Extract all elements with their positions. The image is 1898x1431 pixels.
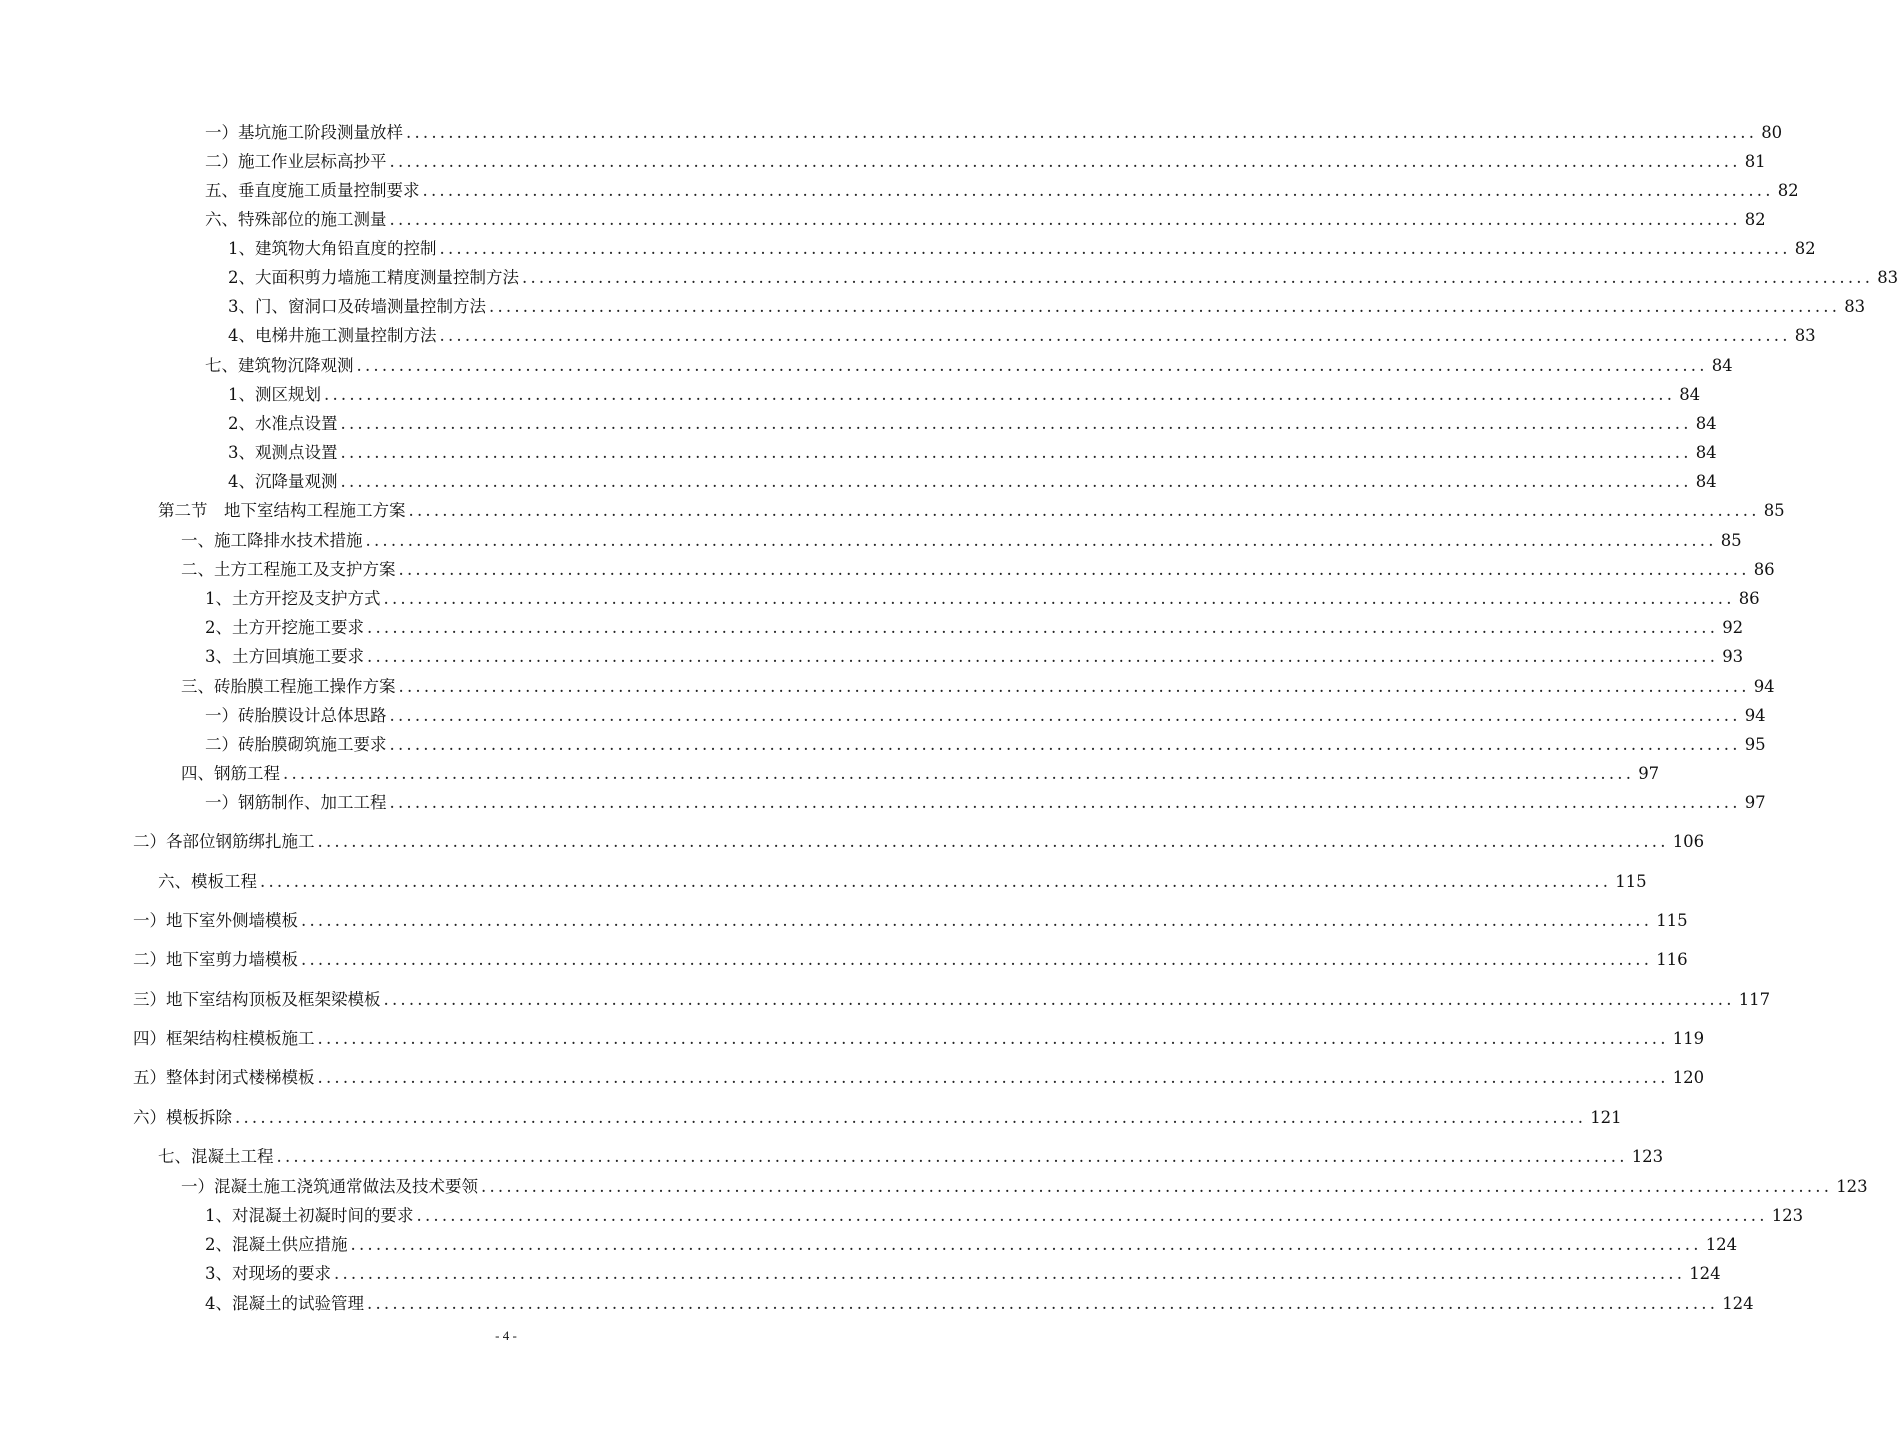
toc-entry-title: 2、水准点设置 [228,414,338,433]
dot-leader: ................................................................................................................................................................ [422,181,1774,200]
toc-entry[interactable] [158,1145,1664,1169]
toc-entry-title: 三、砖胎膜工程施工操作方案 [181,677,396,696]
toc-entry-page: 83 [1844,297,1866,316]
toc-entry-title: 七、混凝土工程 [158,1147,274,1166]
toc-entry[interactable] [228,412,1717,436]
toc-entry-title: 七、建筑物沉降观测 [205,356,354,375]
toc-entry[interactable] [205,587,1760,611]
toc-entry[interactable] [228,470,1717,494]
dot-leader: ................................................................................................................................................................ [389,152,1741,171]
dot-leader: ................................................................................................................................................................ [383,990,1735,1009]
toc-entry-page: 82 [1794,239,1816,258]
dot-leader: ................................................................................................................................................................ [350,1235,1702,1254]
dot-leader: ................................................................................................................................................................ [489,297,1841,316]
dot-leader: ................................................................................................................................................................ [340,472,1692,491]
toc-entry[interactable] [205,704,1766,728]
toc-entry[interactable] [205,179,1799,203]
dot-leader: ................................................................................................................................................................ [389,210,1741,229]
toc-entry-page: 84 [1695,443,1717,462]
toc-entry-title: 1、对混凝土初凝时间的要求 [205,1206,414,1225]
toc-entry-title: 二）各部位钢筋绑扎施工 [133,832,315,851]
dot-leader: ................................................................................................................................................................ [365,531,1717,550]
toc-entry-page: 85 [1720,531,1742,550]
toc-entry-title: 一）地下室外侧墙模板 [133,911,298,930]
dot-leader: ................................................................................................................................................................ [301,950,1653,969]
dot-leader: ................................................................................................................................................................ [408,501,1760,520]
toc-entry-page: 123 [1771,1206,1804,1225]
toc-entry[interactable] [205,150,1766,174]
toc-entry-title: 一）混凝土施工浇筑通常做法及技术要领 [181,1177,478,1196]
toc-entry[interactable] [133,948,1688,972]
dot-leader: ................................................................................................................................................................ [334,1264,1686,1283]
toc-entry-page: 83 [1794,326,1816,345]
toc-entry-title: 3、门、窗洞口及砖墙测量控制方法 [228,297,486,316]
dot-leader: ................................................................................................................................................................ [398,677,1750,696]
dot-leader: ................................................................................................................................................................ [276,1147,1628,1166]
toc-entry-page: 92 [1722,618,1744,637]
dot-leader: ................................................................................................................................................................ [324,385,1676,404]
toc-entry-page: 84 [1695,472,1717,491]
toc-entry[interactable] [133,830,1705,854]
toc-entry-page: 119 [1672,1029,1705,1048]
toc-entry[interactable] [205,1233,1738,1257]
toc-entry[interactable] [205,1204,1804,1228]
dot-leader: ................................................................................................................................................................ [317,832,1669,851]
toc-entry-title: 3、观测点设置 [228,443,338,462]
toc-entry-title: 一）钢筋制作、加工工程 [205,793,387,812]
toc-entry[interactable] [228,295,1866,319]
toc-entry-title: 4、沉降量观测 [228,472,338,491]
toc-entry-page: 121 [1590,1108,1622,1127]
dot-leader: ................................................................................................................................................................ [356,356,1708,375]
toc-entry-page: 115 [1656,911,1688,930]
toc-entry-title: 2、混凝土供应措施 [205,1235,348,1254]
toc-entry-title: 1、测区规划 [228,385,321,404]
toc-entry-title: 二）地下室剪力墙模板 [133,950,298,969]
toc-entry-title: 4、混凝土的试验管理 [205,1294,364,1313]
dot-leader: ................................................................................................................................................................ [398,560,1750,579]
toc-entry[interactable] [205,1292,1754,1316]
toc-entry-title: 五）整体封闭式楼梯模板 [133,1068,315,1087]
toc-entry-title: 第二节 地下室结构工程施工方案 [158,501,406,520]
toc-entry-page: 86 [1753,560,1775,579]
dot-leader: ................................................................................................................................................................ [283,764,1635,783]
toc-entry-title: 3、对现场的要求 [205,1264,331,1283]
toc-entry-page: 81 [1744,152,1766,171]
dot-leader: ................................................................................................................................................................ [235,1108,1587,1127]
toc-entry-page: 83 [1877,268,1898,287]
toc-entry-page: 97 [1744,793,1766,812]
toc-entry[interactable] [205,645,1744,669]
toc-entry[interactable] [133,988,1771,1012]
dot-leader: ................................................................................................................................................................ [389,793,1741,812]
toc-entry-title: 1、建筑物大角铅直度的控制 [228,239,437,258]
toc-entry[interactable] [158,499,1785,523]
dot-leader: ................................................................................................................................................................ [367,647,1719,666]
toc-entry[interactable] [228,324,1816,348]
toc-entry[interactable] [205,791,1766,815]
toc-entry[interactable] [205,733,1766,757]
toc-entry-title: 六）模板拆除 [133,1108,232,1127]
dot-leader: ................................................................................................................................................................ [340,443,1692,462]
toc-entry-page: 117 [1738,990,1771,1009]
toc-entry-page: 124 [1689,1264,1721,1283]
dot-leader: ................................................................................................................................................................ [301,911,1653,930]
toc-entry-title: 2、土方开挖施工要求 [205,618,364,637]
toc-entry-title: 一、施工降排水技术措施 [181,531,363,550]
toc-entry-title: 二、土方工程施工及支护方案 [181,560,396,579]
toc-entry[interactable] [205,208,1766,232]
dot-leader: ................................................................................................................................................................ [367,618,1719,637]
toc-entry-title: 三）地下室结构顶板及框架梁模板 [133,990,381,1009]
toc-entry-page: 84 [1679,385,1701,404]
toc-entry-title: 六、模板工程 [158,872,257,891]
dot-leader: ................................................................................................................................................................ [389,735,1741,754]
toc-entry[interactable] [205,1262,1721,1286]
toc-entry-page: 86 [1738,589,1760,608]
toc-entry-page: 116 [1656,950,1688,969]
dot-leader: ................................................................................................................................................................ [406,123,1758,142]
dot-leader: ................................................................................................................................................................ [317,1068,1669,1087]
toc-entry-page: 123 [1631,1147,1664,1166]
toc-entry-page: 120 [1672,1068,1705,1087]
dot-leader: ................................................................................................................................................................ [383,589,1735,608]
toc-entry-title: 4、电梯井施工测量控制方法 [228,326,437,345]
toc-entry-title: 二）施工作业层标高抄平 [205,152,387,171]
dot-leader: ................................................................................................................................................................ [439,239,1791,258]
toc-entry[interactable] [181,675,1775,699]
dot-leader: ................................................................................................................................................................ [260,872,1612,891]
toc-entry-title: 1、土方开挖及支护方式 [205,589,381,608]
toc-entry-title: 四）框架结构柱模板施工 [133,1029,315,1048]
toc-entry-page: 94 [1744,706,1766,725]
toc-entry[interactable] [133,1106,1622,1130]
dot-leader: ................................................................................................................................................................ [522,268,1874,287]
toc-entry[interactable] [133,1066,1705,1090]
toc-entry-page: 123 [1836,1177,1868,1196]
toc-entry-title: 四、钢筋工程 [181,764,280,783]
toc-entry[interactable] [133,1027,1705,1051]
toc-entry[interactable] [228,441,1717,465]
toc-entry-title: 一）砖胎膜设计总体思路 [205,706,387,725]
toc-entry[interactable] [181,1175,1868,1199]
toc-entry[interactable] [181,558,1775,582]
toc-entry[interactable] [158,870,1647,894]
toc-entry-page: 97 [1638,764,1660,783]
toc-entry-page: 84 [1711,356,1733,375]
toc-entry-title: 五、垂直度施工质量控制要求 [205,181,420,200]
toc-entry[interactable] [228,383,1701,407]
toc-entry[interactable] [228,266,1898,290]
dot-leader: ................................................................................................................................................................ [317,1029,1669,1048]
toc-entry-page: 106 [1672,832,1705,851]
toc-entry-page: 94 [1753,677,1775,696]
dot-leader: ................................................................................................................................................................ [389,706,1741,725]
toc-entry-page: 82 [1744,210,1766,229]
toc-entry-title: 2、大面积剪力墙施工精度测量控制方法 [228,268,519,287]
dot-leader: ................................................................................................................................................................ [340,414,1692,433]
toc-entry[interactable] [228,237,1816,261]
toc-entry-page: 95 [1744,735,1766,754]
toc-entry[interactable] [181,762,1660,786]
toc-entry-title: 一）基坑施工阶段测量放样 [205,123,403,142]
dot-leader: ................................................................................................................................................................ [481,1177,1833,1196]
toc-entry-page: 124 [1705,1235,1738,1254]
toc-entry-page: 115 [1615,872,1647,891]
page-number: - 4 - [495,1328,517,1343]
toc-entry-page: 84 [1695,414,1717,433]
toc-entry-page: 93 [1722,647,1744,666]
toc-entry-page: 80 [1761,123,1783,142]
toc-entry[interactable] [205,354,1733,378]
dot-leader: ................................................................................................................................................................ [367,1294,1719,1313]
toc-entry[interactable] [205,616,1744,640]
toc-entry[interactable] [205,121,1783,145]
toc-entry-title: 二）砖胎膜砌筑施工要求 [205,735,387,754]
toc-entry-page: 85 [1763,501,1785,520]
toc-entry[interactable] [181,529,1742,553]
dot-leader: ................................................................................................................................................................ [416,1206,1768,1225]
toc-entry-page: 82 [1777,181,1799,200]
toc-entry-title: 六、特殊部位的施工测量 [205,210,387,229]
toc-entry-title: 3、土方回填施工要求 [205,647,364,666]
toc-entry-page: 124 [1722,1294,1754,1313]
toc-entry[interactable] [133,909,1688,933]
dot-leader: ................................................................................................................................................................ [439,326,1791,345]
